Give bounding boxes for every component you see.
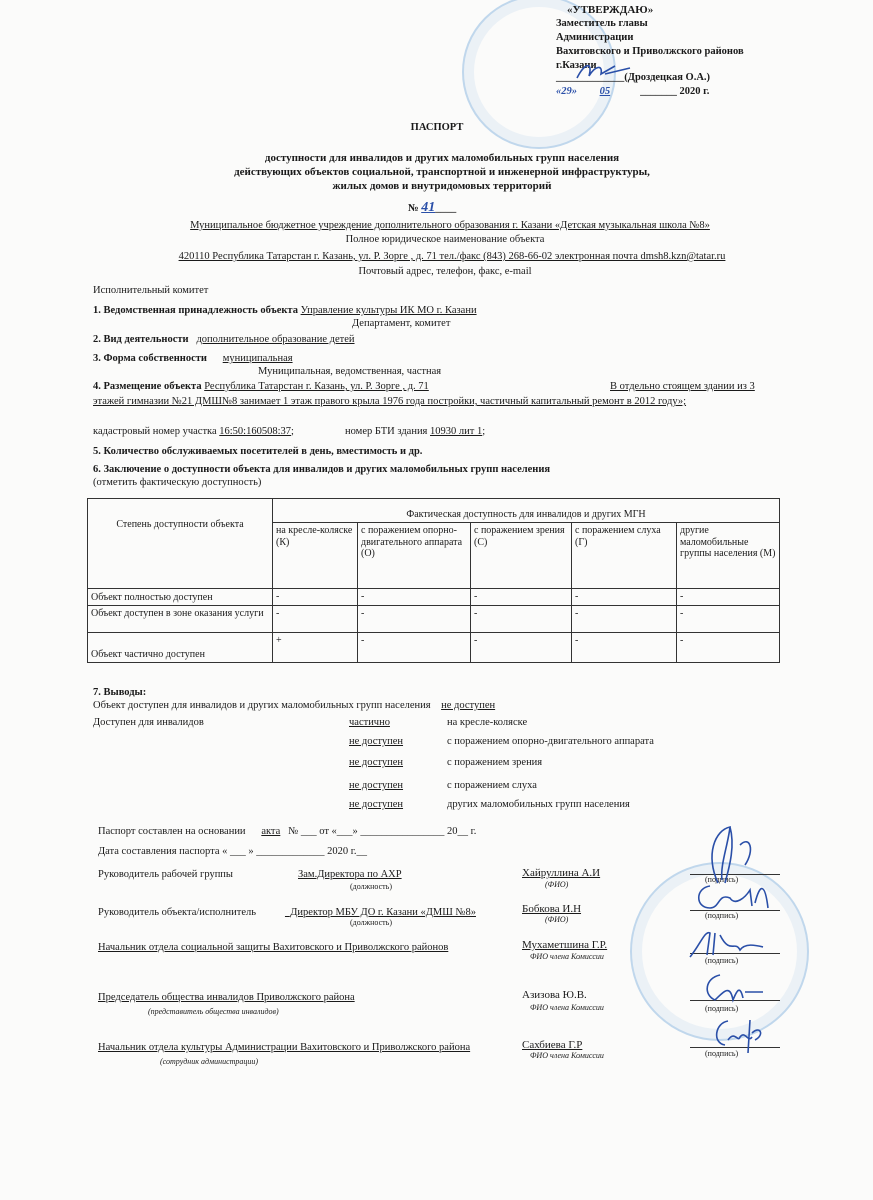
s1-label: 1. Ведомственная принадлежность объекта [93, 305, 298, 316]
s1-value: Управление культуры ИК МО г. Казани [300, 305, 477, 316]
sig-role: Председатель общества инвалидов Приволжского района [98, 992, 355, 1003]
table-cell: - [471, 633, 572, 663]
sig-name-caption: (ФИО) [545, 880, 569, 889]
s4-value2: В отдельно стоящем здании из 3 [610, 381, 755, 392]
approval-signature [575, 60, 635, 85]
table-cell: - [677, 606, 780, 633]
sig-name-caption: ФИО члена Комиссии [530, 1051, 604, 1060]
document-subtitle: действующих объектов социальной, транспортной и инженерной инфраструктуры, [234, 166, 650, 178]
approval-date-year: 2020 г. [679, 86, 710, 97]
sig-role: Начальник отдела культуры Администрации Вахитовского и Приволжского района [98, 1042, 471, 1053]
header-cell: Степень доступности объекта [88, 499, 273, 589]
cadastre-label: кадастровый номер участка [93, 426, 217, 437]
sig-name: Хайруллина А.И [522, 867, 601, 879]
document-title: ПАСПОРТ [410, 122, 464, 133]
sig-position-caption: (должность) [350, 882, 392, 891]
column-header: с поражением слуха (Г) [572, 523, 677, 589]
row-label: Объект полностью доступен [88, 589, 273, 606]
basis-act: акта [261, 826, 281, 837]
sig-role-caption: (сотрудник администрации) [160, 1057, 259, 1066]
handwritten-signature [700, 825, 760, 885]
conclusion-value: частично [349, 717, 390, 728]
table-row [88, 589, 780, 606]
column-header: с поражением зрения (С) [471, 523, 572, 589]
conclusion-group: других маломобильных групп населения [447, 799, 630, 810]
s2-value: дополнительное образование детей [196, 334, 355, 345]
sig-sign-caption: (подпись) [705, 1049, 739, 1058]
column-header: другие маломобильные группы населения (М) [677, 523, 780, 589]
handwritten-signature [710, 1015, 770, 1055]
table-row [88, 606, 780, 633]
basis-label: Паспорт составлен на основании [98, 826, 246, 837]
sig-sign-caption: (подпись) [705, 1004, 739, 1013]
conclusion-value: не доступен [349, 757, 404, 768]
conclusion-group: с поражением зрения [447, 757, 543, 768]
conclusion-value: не доступен [349, 799, 404, 810]
approval-signer: _____________(Дроздецкая О.А.) [556, 72, 711, 83]
conclusion-value: не доступен [349, 780, 404, 791]
conclusions-title: 7. Выводы: [93, 687, 147, 698]
conclusion-group: с поражением опорно-двигательного аппарата [447, 736, 654, 747]
table-cell: + [273, 633, 358, 663]
exec-committee: Исполнительный комитет [93, 285, 209, 296]
org-name: Муниципальное бюджетное учреждение дополнительного образования г. Казани «Детская музыкальная школа №8» [190, 220, 710, 231]
basis-rest: № ___ от «___» ________________ 20__ г. [288, 826, 477, 837]
column-header: с поражением опорно-двигательного аппарата (О) [358, 523, 471, 589]
number-value: 41 [421, 200, 436, 215]
sig-role: Руководитель рабочей группы [98, 869, 233, 880]
handwritten-signature [695, 970, 765, 1010]
table-cell: - [358, 606, 471, 633]
table-cell: - [677, 589, 780, 606]
approval-date-day: «29» [556, 86, 577, 97]
s5-label: 5. Количество обслуживаемых посетителей в день, вместимость и др. [93, 446, 423, 457]
sig-role: Руководитель объекта/исполнитель [98, 907, 257, 918]
passport-date: Дата составления паспорта « ___ » _____________ 2020 г.__ [98, 846, 367, 857]
approval-date: «29» 05 _______ 2020 г. [556, 86, 710, 97]
table-cell: - [358, 633, 471, 663]
passport-number: № 41____ [408, 200, 457, 215]
bti-label: номер БТИ здания [345, 426, 428, 437]
org-caption: Полное юридическое наименование объекта [345, 234, 545, 245]
s6-caption: (отметить фактическую доступность) [93, 477, 262, 488]
sig-name-caption: ФИО члена Комиссии [530, 952, 604, 961]
sig-sign-caption: (подпись) [705, 911, 739, 920]
approval-line: г.Казани [556, 60, 597, 71]
approval-date-month: 05 [599, 86, 611, 97]
approval-line: Администрации [556, 32, 634, 43]
sig-sign-caption: (подпись) [705, 875, 739, 884]
overall-value: не доступен [441, 700, 496, 711]
sig-position: _Директор МБУ ДО г. Казани «ДМШ №8» [285, 907, 476, 918]
table-cell: - [358, 589, 471, 606]
conclusion-group: на кресле-коляске [447, 717, 528, 728]
sig-name: Азизова Ю.В. [522, 989, 587, 1001]
sig-role: Начальник отдела социальной защиты Вахитовского и Приволжского районов [98, 942, 449, 953]
s3-value: муниципальная [222, 353, 293, 364]
document-subtitle: доступности для инвалидов и других маломобильных групп населения [264, 152, 620, 164]
approval-line: Вахитовского и Приволжского районов [556, 46, 744, 57]
table-cell: - [471, 606, 572, 633]
column-header: на кресле-коляске (К) [273, 523, 358, 589]
approval-line: Заместитель главы [556, 18, 648, 29]
sig-name: Мухаметшина Г.Р. [522, 939, 608, 951]
s3-caption: Муниципальная, ведомственная, частная [258, 366, 442, 377]
handwritten-signature [685, 925, 765, 960]
org-address: 420110 Республика Татарстан г. Казань, ул. Р. Зорге , д. 71 тел./факс (843) 268-66-02 электронная почта dmsh8.kzn@tatar.ru [178, 251, 726, 262]
sig-name-caption: (ФИО) [545, 915, 569, 924]
conclusion-group: с поражением слуха [447, 780, 537, 791]
table-cell: - [572, 633, 677, 663]
sig-role-caption: (представитель общества инвалидов) [148, 1007, 279, 1016]
sig-position-caption: (должность) [350, 918, 392, 927]
s6-label: 6. Заключение о доступности объекта для инвалидов и других маломобильных групп населения [93, 464, 551, 475]
s4-value: Республика Татарстан г. Казань, ул. Р. Зорге , д. 71 [204, 381, 429, 392]
table-cell: - [471, 589, 572, 606]
row-label: Объект доступен в зоне оказания услуги [88, 606, 273, 633]
table-cell: - [572, 589, 677, 606]
s4-label: 4. Размещение объекта [93, 381, 202, 392]
table-cell: - [273, 606, 358, 633]
sig-name: Сахбиева Г.Р [522, 1039, 583, 1051]
sig-name: Бобкова И.Н [522, 903, 582, 915]
approval-title: «УТВЕРЖДАЮ» [567, 4, 654, 16]
conclusion-value: не доступен [349, 736, 404, 747]
sig-position: Зам.Директора по АХР [298, 869, 402, 880]
address-caption: Почтовый адрес, телефон, факс, e-mail [358, 266, 532, 277]
bti-value: 10930 лит 1 [430, 426, 483, 437]
group-header-cell: Фактическая доступность для инвалидов и других МГН [273, 499, 780, 523]
overall-label: Объект доступен для инвалидов и других маломобильных групп населения [93, 700, 431, 711]
handwritten-signature [690, 878, 780, 913]
cadastre-value: 16:50:160508:37 [219, 426, 292, 437]
row-label: Объект частично доступен [88, 633, 273, 663]
table-cell: - [273, 589, 358, 606]
sig-name-caption: ФИО члена Комиссии [530, 1003, 604, 1012]
number-label: № [408, 203, 419, 214]
document-subtitle: жилых домов и внутридомовых территорий [332, 180, 552, 192]
disabled-label: Доступен для инвалидов [93, 717, 204, 728]
s3-label: 3. Форма собственности [93, 353, 207, 364]
s2-label: 2. Вид деятельности [93, 334, 189, 345]
table-row [88, 633, 780, 663]
accessibility-table [87, 498, 780, 663]
s1-caption: Департамент, комитет [352, 318, 451, 329]
table-cell: - [572, 606, 677, 633]
s4-line2: этажей гимназии №21 ДМШ№8 занимает 1 этаж правого крыла 1976 года постройки, частичный капитальный ремонт в 2012 году»; [93, 396, 687, 407]
table-cell: - [677, 633, 780, 663]
sig-sign-caption: (подпись) [705, 956, 739, 965]
